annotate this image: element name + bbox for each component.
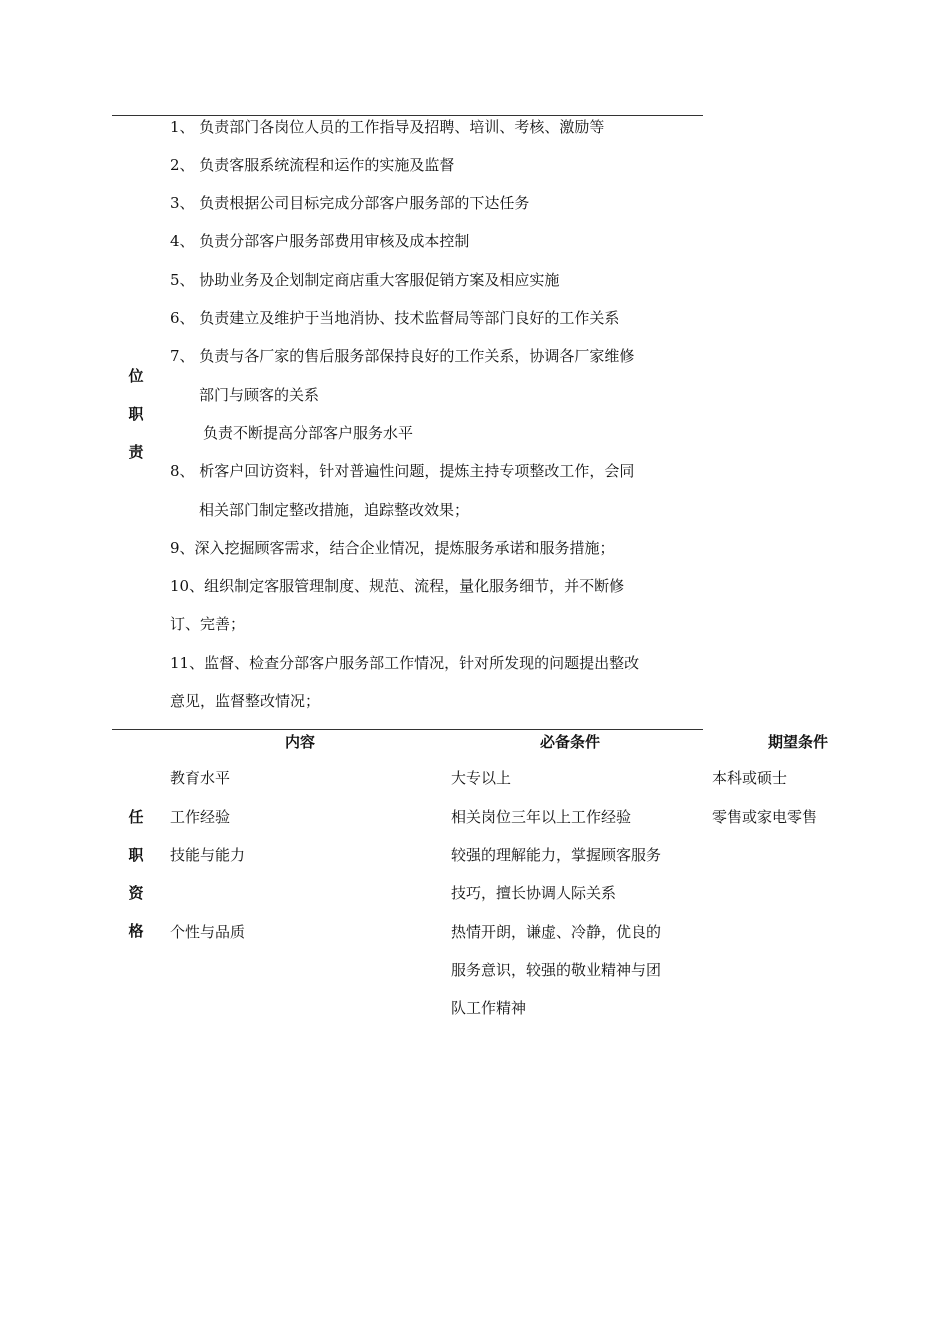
- qualification-required: 大专以上: [451, 769, 512, 787]
- qualification-content: 教育水平: [170, 769, 231, 787]
- qualifications-label-char: 职: [128, 846, 144, 864]
- qualification-required: 技巧，擅长协调人际关系: [451, 884, 617, 902]
- section-divider-middle: [112, 729, 703, 730]
- duties-label-char: 职: [128, 405, 144, 423]
- duty-line: 8、 析客户回访资料，针对普遍性问题，提炼主持专项整改工作，会同: [170, 462, 635, 480]
- qualification-required: 较强的理解能力，掌握顾客服务: [451, 846, 662, 864]
- duty-line: 11、监督、检查分部客户服务部工作情况，针对所发现的问题提出整改: [170, 654, 640, 672]
- duty-line: 4、 负责分部客户服务部费用审核及成本控制: [170, 232, 470, 250]
- duty-line: 部门与顾客的关系: [199, 386, 320, 404]
- qualification-desired: 零售或家电零售: [712, 808, 818, 826]
- qualification-content: 个性与品质: [170, 923, 246, 941]
- duties-section-label: [126, 357, 146, 471]
- qualification-required: 热情开朗，谦虚、冷静，优良的: [451, 923, 662, 941]
- qualification-required: 相关岗位三年以上工作经验: [451, 808, 632, 826]
- duty-line: 负责不断提高分部客户服务水平: [203, 424, 414, 442]
- qualifications-label-char: 资: [128, 884, 144, 902]
- qualification-required: 队工作精神: [451, 999, 527, 1017]
- duty-line: 意见，监督整改情况；: [170, 692, 321, 710]
- duty-line: 6、 负责建立及维护于当地消协、技术监督局等部门良好的工作关系: [170, 309, 620, 327]
- qualification-required: 服务意识，较强的敬业精神与团: [451, 961, 662, 979]
- duty-line: 5、 协助业务及企划制定商店重大客服促销方案及相应实施: [170, 271, 560, 289]
- column-header-content: 内容: [285, 733, 316, 751]
- section-divider-top: [112, 115, 703, 116]
- qualification-content: 工作经验: [170, 808, 231, 826]
- duty-line: 1、 负责部门各岗位人员的工作指导及招聘、培训、考核、激励等: [170, 118, 605, 136]
- duties-label-char: 责: [128, 443, 144, 461]
- qualifications-label-char: 任: [128, 808, 144, 826]
- duty-line: 9、深入挖掘顾客需求，结合企业情况，提炼服务承诺和服务措施；: [170, 539, 615, 557]
- qualification-content: 技能与能力: [170, 846, 246, 864]
- qualifications-label-char: 格: [128, 922, 144, 940]
- duty-line: 3、 负责根据公司目标完成分部客户服务部的下达任务: [170, 194, 530, 212]
- column-header-required: 必备条件: [540, 733, 601, 751]
- duties-label-char: 位: [128, 367, 144, 385]
- duty-line: 订、完善；: [170, 615, 246, 633]
- duty-line: 相关部门制定整改措施，追踪整改效果；: [199, 501, 470, 519]
- qualifications-section-label: [126, 798, 146, 950]
- duty-line: 10、组织制定客服管理制度、规范、流程，量化服务细节，并不断修: [170, 577, 625, 595]
- column-header-desired: 期望条件: [768, 733, 829, 751]
- duty-line: 2、 负责客服系统流程和运作的实施及监督: [170, 156, 455, 174]
- duty-line: 7、 负责与各厂家的售后服务部保持良好的工作关系，协调各厂家维修: [170, 347, 635, 365]
- qualification-desired: 本科或硕士: [712, 769, 788, 787]
